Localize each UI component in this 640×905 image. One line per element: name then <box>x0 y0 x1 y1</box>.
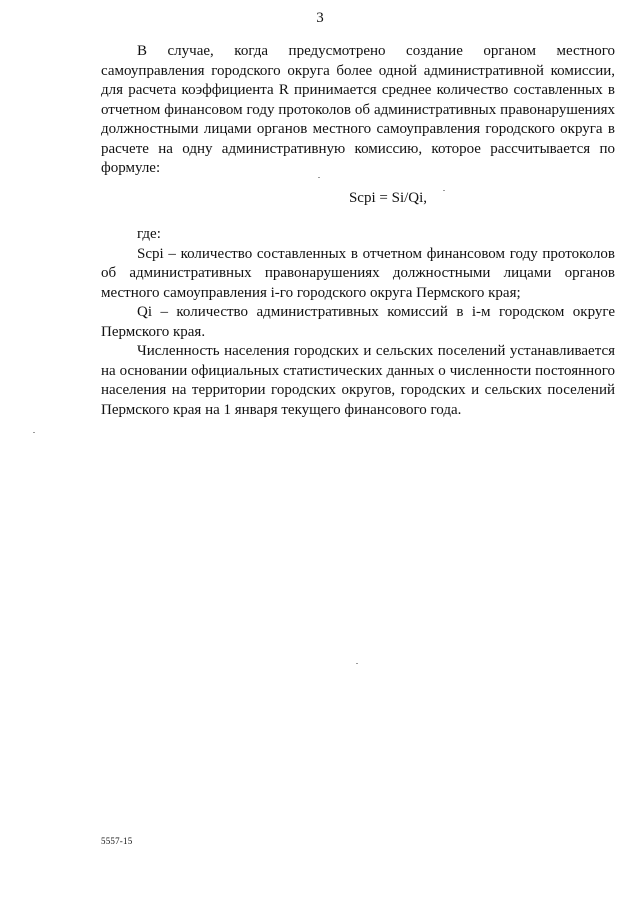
scan-speck <box>443 190 445 191</box>
where-label: где: <box>137 226 161 242</box>
definition-qi: Qi – количество административных комиссий в i-м городском округе Пермского края. <box>101 304 615 340</box>
scan-speck <box>318 177 320 178</box>
paragraph-commission-case: В случае, когда предусмотрено создание органом местного самоуправления городского округа более одной административной комиссии, для расчета коэффициента R принимается среднее количество составленных в отчетном финансовом году протоколов об административных правонарушениях должностными лицами органов местного самоуправления городского округа в расчете на одну административную комиссию, которое рассчитывается по формуле: <box>101 43 615 176</box>
formula: Scpi = Si/Qi, <box>348 189 428 206</box>
document-code: 5557-15 <box>101 836 133 846</box>
definition-scpi: Scpi – количество составленных в отчетном финансовом году протоколов об административных правонарушениях должностными лицами органов местного самоуправления i-го городского округа Пермского края; <box>101 245 615 301</box>
page-number: 3 <box>316 10 324 26</box>
scan-speck <box>33 432 35 433</box>
document-body <box>101 42 615 420</box>
scan-speck <box>356 663 358 664</box>
paragraph-population: Численность населения городских и сельских поселений устанавливается на основании официальных статистических данных о численности постоянного населения на территории городских округов, городских и сельских поселений Пермского края на 1 января текущего финансового года. <box>101 343 615 418</box>
